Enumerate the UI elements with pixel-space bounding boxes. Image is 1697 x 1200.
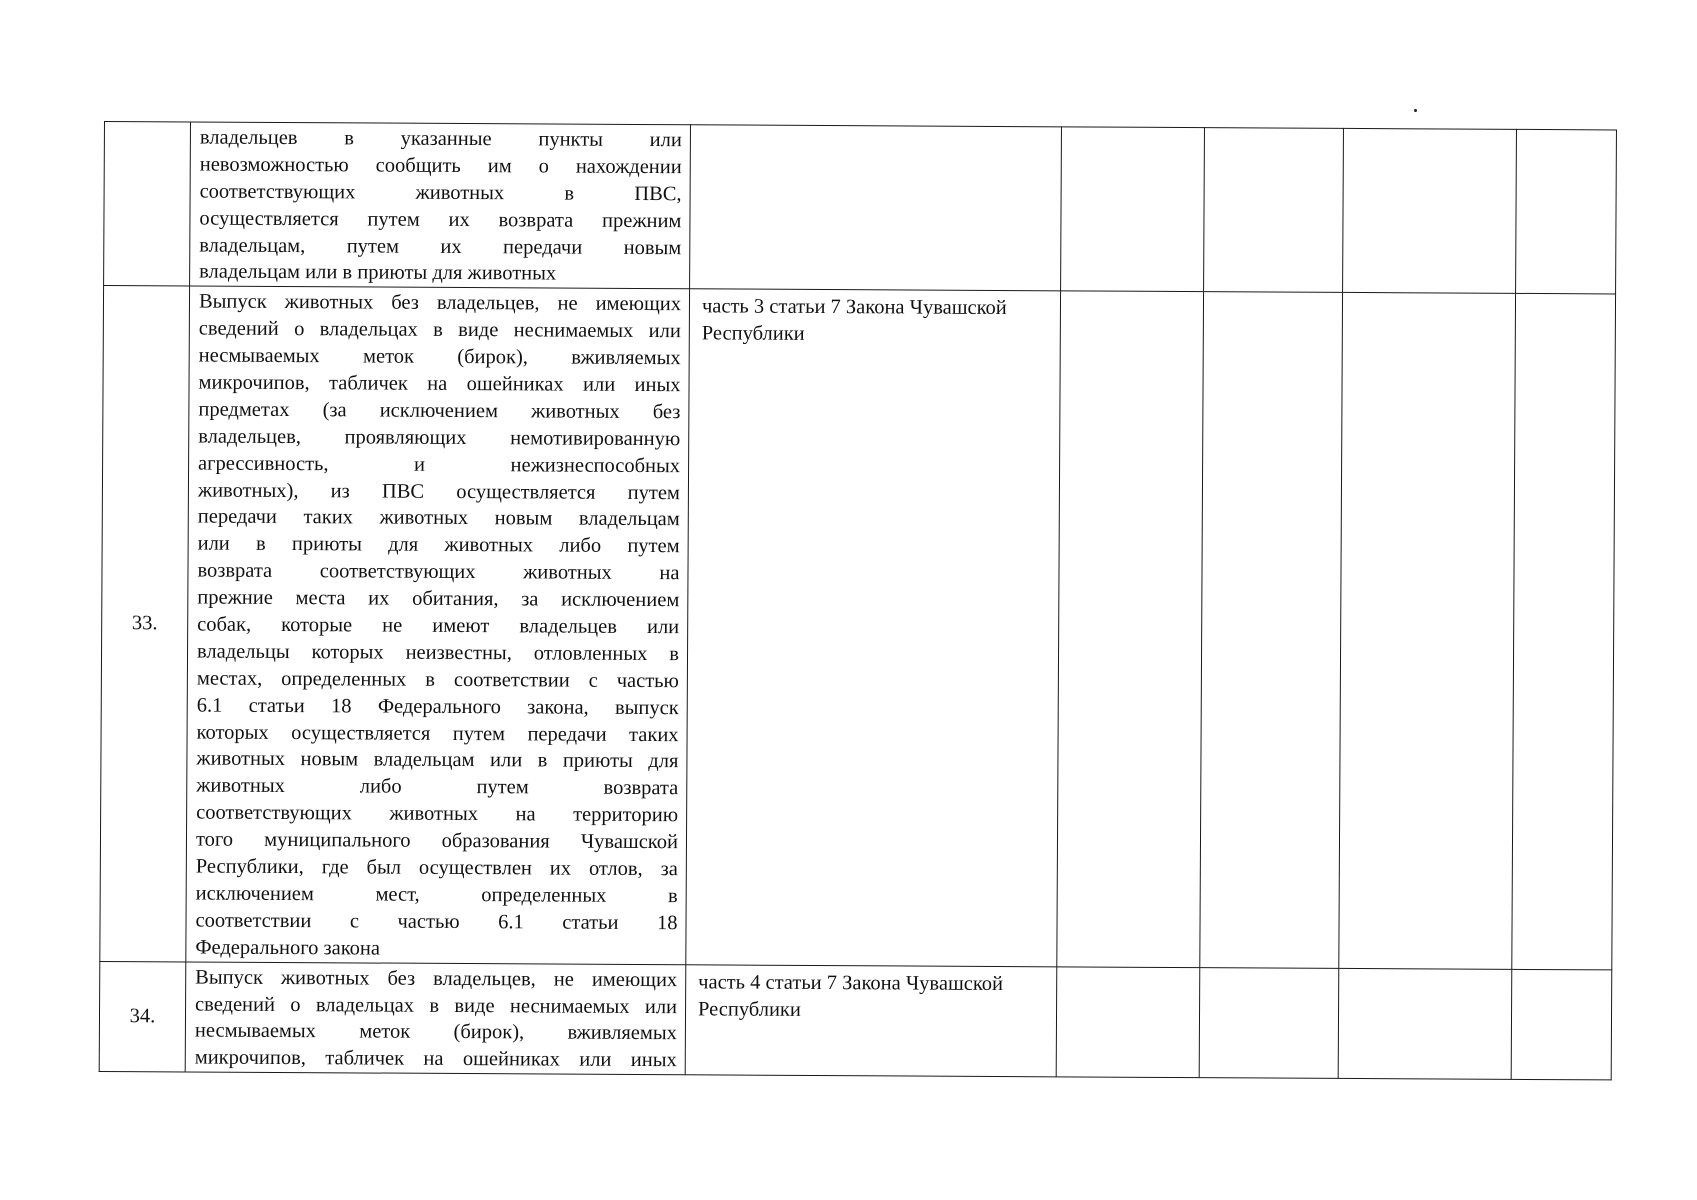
description-line: владельцев, проявляющих немотивированную xyxy=(198,425,681,451)
description-line: владельцам или в приюты для животных xyxy=(199,260,557,285)
description-line: соответствующих животных в ПВС, xyxy=(199,180,682,206)
row-number-cell: 34. xyxy=(99,961,186,1072)
requirement-description-cell xyxy=(185,962,686,1075)
description-line: Выпуск животных без владельцев, не имеющих xyxy=(198,290,682,316)
legal-reference-cell: часть 3 статьи 7 Закона Чувашской Республики xyxy=(686,289,1061,966)
description-line: 6.1 статьи 18 Федерального закона, выпуск xyxy=(196,694,679,719)
description-line: предметах (за исключением животных без xyxy=(198,398,681,424)
empty-cell xyxy=(1056,966,1200,1077)
description-line: которых осуществляется путем передачи таких xyxy=(196,721,679,746)
empty-cell xyxy=(1343,128,1517,293)
description-line: соответствующих животных на территорию xyxy=(196,801,679,827)
description-line: Федерального закона xyxy=(195,936,381,960)
requirement-description-cell xyxy=(190,122,691,289)
description-line: исключением мест, определенных в xyxy=(195,882,678,908)
table-row-34 xyxy=(99,961,1612,1080)
description-line: владельцам, путем их передачи новым xyxy=(199,234,682,259)
empty-cell xyxy=(1339,293,1516,969)
row-number-cell: 33. xyxy=(100,286,190,962)
description-line: животных новым владельцам или в приюты для xyxy=(196,748,679,773)
requirements-table xyxy=(99,121,1617,1081)
empty-cell xyxy=(1200,292,1343,968)
description-line: или в приюты для животных либо путем xyxy=(197,532,680,558)
description-line: собак, которые не имеют владельцев или xyxy=(197,613,680,639)
row-number-cell xyxy=(104,122,191,287)
description-line: несмываемых меток (бирок), вживляемых xyxy=(198,344,681,370)
description-line: владельцы которых неизвестны, отловленных в xyxy=(196,640,680,666)
description-line: сведений о владельцах в виде неснимаемых или xyxy=(195,993,678,1018)
legal-reference-cell: часть 4 статьи 7 Закона Чувашской Республики xyxy=(685,964,1057,1077)
description-line: владельцев в указанные пункты или xyxy=(199,126,682,152)
description-line: соответствии с частью 6.1 статьи 18 xyxy=(195,909,678,935)
empty-cell xyxy=(1516,129,1617,294)
description-line: местах, определенных в соответствии с частью xyxy=(196,667,679,693)
description-line: несмываемых меток (бирок), вживляемых xyxy=(194,1019,677,1045)
empty-cell xyxy=(1061,127,1205,292)
description-line: невозможностью сообщить им о нахождении xyxy=(199,153,682,179)
description-line: животных либо путем возврата xyxy=(196,774,679,800)
description-line: животных), из ПВС осуществляется путем xyxy=(197,479,680,504)
description-line: агрессивность, и нежизнеспособных xyxy=(198,452,681,477)
description-line: сведений о владельцах в виде неснимаемых или xyxy=(198,317,681,343)
description-line: того муниципального образования Чувашской xyxy=(195,828,679,854)
table-row-continuation xyxy=(104,122,1617,295)
empty-cell xyxy=(1511,969,1612,1080)
description-line: возврата соответствующих животных на xyxy=(197,559,680,585)
empty-cell xyxy=(1338,968,1512,1080)
empty-cell xyxy=(1199,967,1339,1078)
description-line: осуществляется путем их возврата прежним xyxy=(199,207,682,232)
legal-reference-cell xyxy=(690,125,1062,291)
description-line: микрочипов, табличек на ошейниках или иных xyxy=(198,371,681,397)
scan-speck xyxy=(1414,109,1417,112)
description-line: прежние места их обитания, за исключением xyxy=(197,586,680,612)
description-line: Выпуск животных без владельцев, не имеющих xyxy=(195,966,678,991)
empty-cell xyxy=(1512,294,1616,970)
empty-cell xyxy=(1057,291,1204,967)
table-row-33 xyxy=(100,286,1616,970)
description-line: микрочипов, табличек на ошейниках или иных xyxy=(194,1046,677,1072)
requirement-description-cell xyxy=(186,286,690,964)
description-line: Республики, где был осуществлен их отлов, за xyxy=(195,855,678,881)
description-line: передачи таких животных новым владельцам xyxy=(197,505,680,531)
empty-cell xyxy=(1204,128,1344,293)
